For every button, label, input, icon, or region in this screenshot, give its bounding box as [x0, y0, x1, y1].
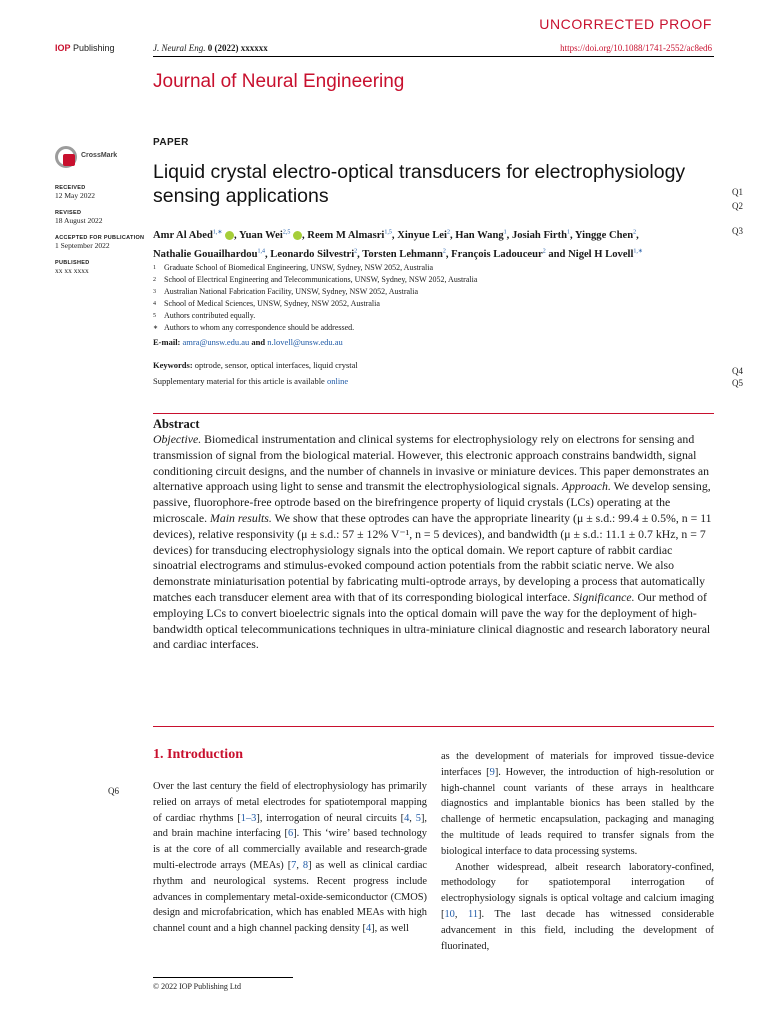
paragraph: Another widespread, albeit research laboratory-confined, methodology for spatiotemporal interrogation of electrophysiology signals is optical voltage and calcium imaging [10, 11]. The last decade has witnessed considerable advancement in this field, including the development of fluorinated,	[441, 861, 714, 952]
affiliation-list	[153, 262, 713, 334]
proof-status	[539, 16, 712, 32]
abstract-heading-text: Abstract	[153, 417, 200, 431]
section-heading-text: 1. Introduction	[153, 747, 243, 762]
body-text: Over the last century the field of electrophysiology has primarily relied on arrays of metal electrodes for spatiotemporal mapping of cardiac rhythms [	[153, 781, 427, 824]
affiliation-text: School of Electrical Engineering and Telecommunications, UNSW, Sydney, NSW 2052, Australia	[164, 275, 478, 284]
author-separator: ,	[449, 229, 453, 241]
affiliation	[153, 262, 713, 274]
query-marker-q1[interactable]: Q1	[732, 187, 743, 197]
body-text: ], interrogation of neural circuits [	[256, 812, 405, 824]
author[interactable]	[270, 249, 360, 260]
author-affil-mark: 1,5	[384, 229, 392, 235]
author-name[interactable]: Amr Al Abed	[153, 229, 213, 241]
body-text: ]. This ‘wire’ based technology is at the core of all commercially available and research-grade multi-electrode arrays (MEAs) [	[153, 828, 427, 871]
body-text: ]. The last decade has witnessed considerable advancement in this field, including the development of fluorinated,	[441, 908, 714, 952]
author-affil-mark: 2	[354, 248, 358, 255]
body-text: as the development of materials for improved tissue-device interfaces [	[441, 751, 714, 778]
affiliation-text: Authors to whom any correspondence should be addressed.	[164, 323, 355, 332]
author[interactable]	[451, 249, 565, 260]
crossmark-label: CrossMark	[81, 152, 118, 159]
abstract-top-rule	[153, 413, 714, 414]
published-date: xx xx xxxx	[55, 266, 89, 275]
affiliation-text: Australian National Fabrication Facility, UNSW, Sydney, NSW 2052, Australia	[164, 287, 419, 296]
doi-text[interactable]: https://doi.org/10.1088/1741-2552/ac8ed6	[560, 43, 712, 53]
paragraph	[441, 749, 714, 860]
author-affil-mark: 1	[567, 229, 570, 235]
author-separator: ,	[391, 229, 395, 241]
crossmark-badge[interactable]	[55, 146, 125, 168]
abstract-approach: We develop sensing, passive, fluorophore-free optrode based on the birefringence property of liquid crystals (LCs) operating at the microscale.	[153, 479, 711, 525]
crossmark-icon[interactable]	[55, 146, 77, 168]
crossmark-inner	[63, 154, 75, 166]
affiliation-mark: 1	[153, 265, 156, 271]
author-affil-mark: 1,∗	[633, 248, 643, 255]
affiliation	[153, 298, 713, 310]
author-name[interactable]: Josiah Firth	[511, 229, 567, 241]
email-label: E-mail:	[153, 337, 181, 347]
author-name[interactable]: Yingge Chen	[574, 229, 634, 241]
affiliation-mark: 5	[153, 313, 156, 319]
article-type	[153, 137, 189, 148]
journal-reference	[153, 43, 268, 53]
author-separator: ,	[357, 249, 360, 261]
copyright	[153, 982, 241, 991]
affiliation-text: Graduate School of Biomedical Engineering, UNSW, Sydney, NSW 2052, Australia	[164, 263, 433, 272]
journal-volume: 0 (2022) xxxxxx	[207, 43, 268, 53]
author-name[interactable]: Nigel H Lovell	[568, 249, 634, 261]
body-text: ]. However, the introduction of high-resolution or high-channel count variants of these arrays in healthcare diagnostics and implantable bionics has been stalled by the challenge of hermetic encapsulation, packaging and managing the multitude of leads required to transfer signals from the biological interface to data processing systems.	[441, 766, 714, 857]
body-column-left	[153, 779, 427, 937]
author-separator: and	[545, 249, 566, 261]
author-separator: ,	[264, 249, 268, 261]
author-affil-mark: 1	[503, 229, 507, 235]
proof-status-text: UNCORRECTED PROOF	[539, 16, 712, 32]
abstract-results-label: Main results.	[210, 510, 272, 525]
journal-abbrev: J. Neural Eng.	[153, 43, 206, 53]
affiliation-mark: 4	[153, 301, 156, 307]
section-heading	[153, 747, 243, 763]
received-block	[55, 185, 95, 200]
author[interactable]	[455, 230, 509, 241]
author-list	[153, 224, 718, 263]
publisher-logo	[55, 43, 115, 53]
revised-date: 18 August 2022	[55, 216, 103, 225]
received-date: 12 May 2022	[55, 191, 95, 200]
doi-link[interactable]	[560, 43, 712, 53]
abstract-body	[153, 432, 715, 653]
email-line	[153, 337, 343, 347]
author[interactable]	[397, 230, 452, 241]
author-separator: ,	[301, 229, 305, 241]
journal-name-text: Journal of Neural Engineering	[153, 71, 405, 92]
affiliation-mark: 3	[153, 289, 156, 295]
author-affil-mark: 2,5	[282, 229, 291, 235]
article-title	[153, 160, 713, 208]
author-separator: ,	[234, 229, 237, 241]
author[interactable]	[153, 230, 237, 241]
body-text: Another widespread, albeit research laboratory-confined, methodology for spatiotemporal interrogation of electrophysiology signals is optical voltage and calcium imaging [	[441, 861, 714, 920]
author-affil-mark: 2	[446, 229, 450, 235]
citation-link[interactable]: 10	[444, 908, 455, 920]
query-marker-q4[interactable]: Q4	[732, 366, 743, 376]
author-name[interactable]: Reem M Almasri	[307, 229, 385, 241]
citation-link[interactable]: 7	[291, 859, 297, 871]
keywords-text: optrode, sensor, optical interfaces, liquid crystal	[194, 360, 358, 370]
body-text: ], and brain machine interfacing [	[153, 812, 427, 840]
journal-name	[153, 71, 404, 93]
accepted-label: ACCEPTED FOR PUBLICATION	[55, 235, 145, 241]
keywords-label: Keywords:	[153, 360, 193, 370]
author-affil-mark: 1,∗	[212, 229, 223, 235]
affiliation	[153, 274, 713, 286]
affiliation-mark: 2	[153, 277, 156, 283]
author-affil-mark: 2	[633, 229, 637, 235]
citation-link[interactable]: 1–3	[240, 812, 257, 824]
citation-link[interactable]: 4	[365, 923, 372, 935]
query-marker-q5[interactable]: Q5	[732, 378, 743, 388]
author-name[interactable]: Yuan Wei	[238, 229, 283, 241]
author[interactable]	[568, 249, 643, 260]
author-affil-mark: 2	[442, 248, 446, 255]
abstract-significance: Our method of employing LCs to convert bioelectric signals into the optical domain will pave the way for the deployment of high-bandwidth optical telecommunications techniques in ultra-miniature clinical diagnostic and research laboratory neural and cardiac interfaces.	[153, 589, 711, 652]
body-text: ], as well	[371, 923, 409, 935]
email-link-1[interactable]: amra@unsw.edu.au	[182, 337, 250, 347]
citation-link[interactable]: 5	[415, 812, 421, 824]
copyright-text: © 2022 IOP Publishing Ltd	[153, 982, 242, 991]
revised-label: REVISED	[55, 210, 82, 216]
citation-link[interactable]: 6	[288, 828, 294, 840]
affiliation-mark: ∗	[153, 325, 159, 331]
abstract-significance-label: Significance.	[573, 589, 635, 604]
citation-link[interactable]: 4	[404, 812, 410, 824]
author-affil-mark: 2	[542, 248, 546, 255]
author-name[interactable]: François Ladouceur	[451, 249, 543, 261]
publisher-brand: IOP	[55, 43, 71, 53]
author-separator: ,	[445, 249, 449, 261]
author[interactable]	[512, 230, 573, 241]
abstract-objective: Biomedical instrumentation and clinical systems for electrophysiology rely on electrons for sensing and transmission of signal from the biological material. However, this electronic approach constrains bandwidth, signal conditioning circuit designs, and the number of channels in invasive or miniature devices. This paper demonstrates an alternative approach using light to sense and transmit the electrophysiological signals.	[153, 432, 710, 494]
citation-link[interactable]: 8	[302, 859, 309, 871]
header-divider	[153, 56, 714, 57]
author[interactable]	[575, 230, 639, 241]
affiliation	[153, 310, 713, 322]
article-type-text: PAPER	[153, 137, 189, 148]
author-name[interactable]: Leonardo Silvestri	[270, 249, 355, 261]
query-marker-q3[interactable]: Q3	[732, 226, 743, 236]
affiliation-text: Authors contributed equally.	[164, 311, 256, 320]
keywords-line	[153, 360, 358, 370]
author-name[interactable]: Nathalie Gouailhardou	[153, 249, 258, 261]
supplementary-line	[153, 376, 348, 386]
abstract-heading	[153, 417, 200, 432]
query-marker-q6[interactable]: Q6	[108, 786, 119, 796]
author[interactable]	[153, 249, 268, 260]
supplementary-link[interactable]: online	[326, 376, 349, 386]
author-name[interactable]: Han Wang	[455, 229, 504, 241]
publisher-name: Publishing	[73, 43, 115, 53]
author-separator: ,	[636, 229, 639, 241]
footer-rule	[153, 977, 293, 978]
author-name[interactable]: Torsten Lehmann	[362, 249, 443, 261]
paragraph: Over the last century the field of electrophysiology has primarily relied on arrays of metal electrodes for spatiotemporal mapping of cardiac rhythms [1–3], interrogation of neural circuits [4, 5], and brain machine interfacing [6]. This ‘wire’ based technology is at the core of all commercially available and research-grade multi-electrode arrays (MEAs) [7, 8] as well as clinical cardiac rhythm and neurological systems. Recent progress include advances in complementary metal-oxide-semiconductor (CMOS) design and microfabrication, which has enabled MEAs with high channel count and a high channel packing density [4], as well	[153, 781, 427, 935]
affiliation	[153, 286, 713, 298]
author-name[interactable]: Xinyue Lei	[397, 229, 447, 241]
affiliation	[153, 322, 713, 334]
email-link-2[interactable]: n.lovell@unsw.edu.au	[267, 337, 343, 347]
abstract-objective-label: Objective.	[153, 432, 202, 446]
accepted-block	[55, 235, 144, 250]
query-marker-q2[interactable]: Q2	[732, 201, 743, 211]
published-label: PUBLISHED	[55, 260, 90, 266]
body-text: ] as well as clinical cardiac rhythm and neurological systems. Recent progress include advances in complementary metal-oxide-semiconductor (CMOS) design and microfabrication, which has enabled MEAs with high channel count and a high channel packing density [	[153, 859, 427, 935]
accepted-date: 1 September 2022	[55, 241, 110, 250]
body-column-right	[441, 749, 714, 954]
abstract-bottom-rule	[153, 726, 714, 727]
affiliation-text: School of Medical Sciences, UNSW, Sydney, NSW 2052, Australia	[164, 299, 380, 308]
author-separator: ,	[570, 229, 573, 241]
revised-block	[55, 210, 103, 225]
abstract-results: We show that these optrodes can have the appropriate linearity (μ ± s.d.: 99.4 ± 0.5%, n = 11 devices), relative responsivity (μ ± s.d.: 57 ± 12% V⁻¹, n = 5 devices), and bandwidth (μ ± s.d.: 11.1 ± 0.7 kHz, n = 7 devices) for transducing electrophysiology signals into the optical domain. We report capture of rabbit cardiac sinoatrial electrograms and stimulus-evoked compound action potentials from the rabbit sciatic nerve. We also demonstrate miniaturisation potential by fabricating multi-optrode arrays, by developing a process that automatically matches each transducer element area with that of its corresponding biological interface.	[153, 510, 712, 604]
author[interactable]	[362, 249, 448, 260]
orcid-icon[interactable]	[293, 231, 302, 240]
published-block	[55, 260, 89, 275]
author[interactable]	[239, 230, 305, 241]
citation-link[interactable]: 11	[468, 908, 479, 920]
author[interactable]	[307, 230, 394, 241]
article-title-text: Liquid crystal electro-optical transducers for electrophysiology sensing applications	[153, 161, 686, 207]
orcid-icon[interactable]	[225, 231, 234, 240]
citation-link[interactable]: 9	[489, 766, 495, 778]
abstract-approach-label: Approach.	[561, 479, 611, 494]
supplementary-text: Supplementary material for this article is available	[153, 376, 325, 386]
author-separator: ,	[506, 229, 510, 241]
email-and: and	[251, 337, 266, 347]
received-label: RECEIVED	[55, 185, 86, 191]
author-affil-mark: 1,4	[257, 248, 265, 255]
